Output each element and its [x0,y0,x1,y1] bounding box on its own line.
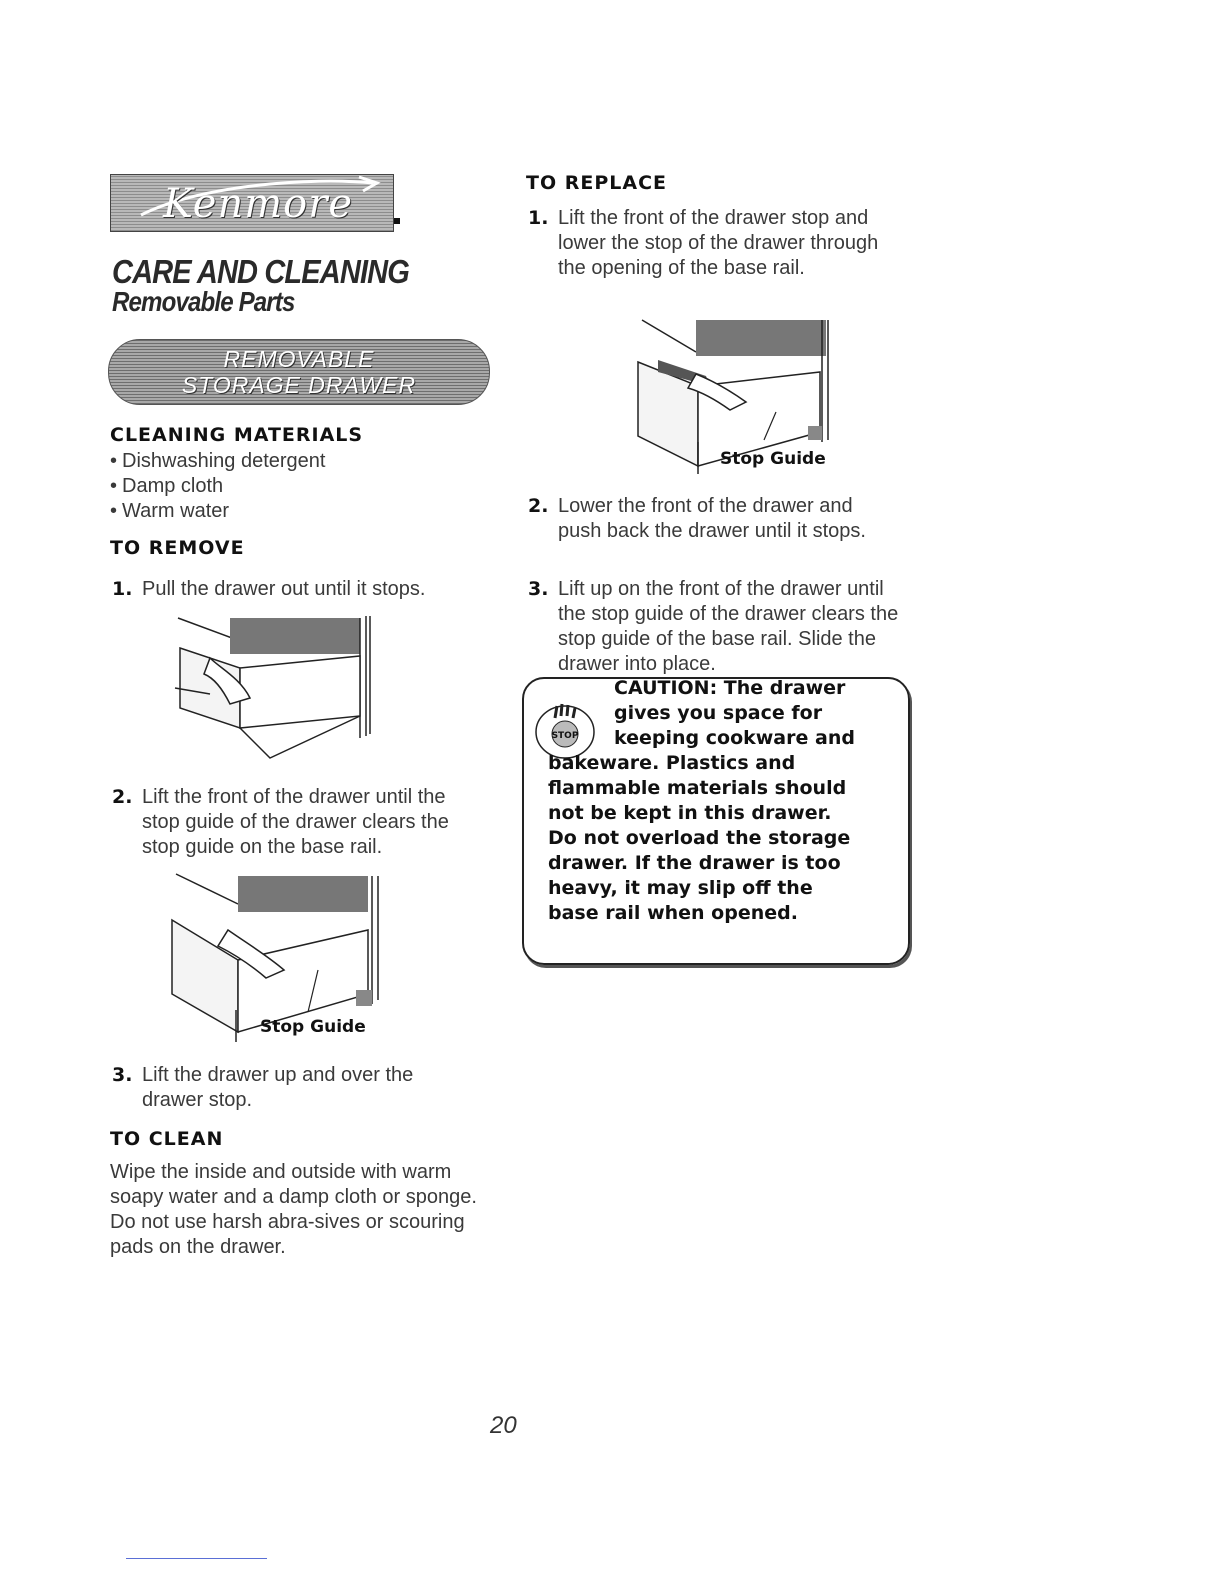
list-item: • Warm water [110,499,325,524]
step-number: 3. [528,578,549,600]
logo-text: Kenmore [163,181,354,227]
step-number: 3. [112,1064,133,1086]
page-title: CARE AND CLEANING [112,253,409,290]
logo-registered-dot [394,218,400,224]
page-subtitle: Removable Parts [112,286,295,317]
caution-line: gives you space for [614,702,823,724]
footer-rule [126,1558,267,1559]
drawer-pull-out-illustration [170,608,390,768]
caution-line: CAUTION: The drawer [614,677,846,699]
caution-line: not be kept in this drawer. [548,802,832,824]
stop-icon-text: STOP [551,731,579,741]
caution-line: keeping cookware and [614,727,855,749]
cleaning-materials-heading: CLEANING MATERIALS [110,424,364,446]
stop-guide-label: Stop Guide [720,449,826,469]
to-clean-heading: TO CLEAN [110,1128,224,1150]
caution-line: bakeware. Plastics and [548,752,796,774]
caution-line: drawer. If the drawer is too [548,852,841,874]
step-number: 1. [112,578,133,600]
kenmore-logo [110,174,394,232]
stop-guide-label: Stop Guide [260,1017,366,1037]
step-number: 2. [528,495,549,517]
to-replace-heading: TO REPLACE [526,172,667,194]
caution-line: flammable materials should [548,777,847,799]
step-text: Lift the front of the drawer until the stop guide of the drawer clears the stop guide on the base rail. [142,786,449,858]
cleaning-materials-list [110,449,325,524]
banner-line-1: REMOVABLE [223,346,375,372]
list-item: • Dishwashing detergent [110,449,325,474]
step-text: Lift the front of the drawer stop and lower the stop of the drawer through the opening of the base rail. [558,207,879,279]
step-text: Lower the front of the drawer and push back the drawer until it stops. [558,495,866,542]
to-clean-text: Wipe the inside and outside with warm soapy water and a damp cloth or sponge. Do not use harsh abra-sives or scouring pads on the drawer. [110,1161,477,1258]
step-number: 2. [112,786,133,808]
banner-line-2: STORAGE DRAWER [181,372,417,398]
step-text: Lift the drawer up and over the drawer stop. [142,1064,414,1111]
to-remove-heading: TO REMOVE [110,537,245,559]
section-banner [108,339,490,405]
step-text: Lift up on the front of the drawer until the stop guide of the drawer clears the stop guide of the base rail. Slide the drawer into place. [558,578,899,675]
step-number: 1. [528,207,549,229]
step-text: Pull the drawer out until it stops. [142,578,426,600]
list-item: • Damp cloth [110,474,325,499]
caution-line: Do not overload the storage [548,827,851,849]
caution-line: base rail when opened. [548,902,798,924]
page-number: 20 [490,1412,517,1439]
caution-line: heavy, it may slip off the [548,877,813,899]
